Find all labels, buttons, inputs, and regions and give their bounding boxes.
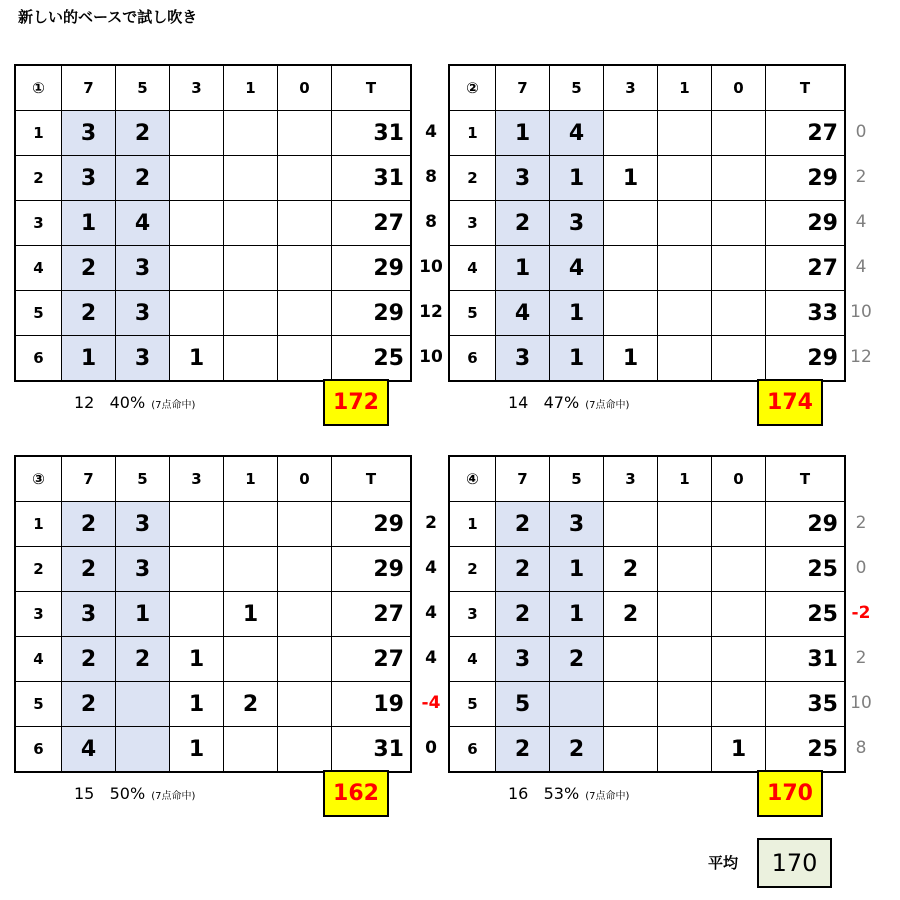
sum-total: 174 [757, 379, 823, 426]
score-cell [278, 201, 332, 246]
score-cell [224, 502, 278, 547]
diff-value: 0 [855, 558, 867, 578]
table-row [449, 502, 845, 547]
score-cell [604, 682, 658, 727]
total-cell: 35 [766, 682, 846, 727]
total-cell: 31 [766, 637, 846, 682]
row-number: 4 [449, 637, 496, 682]
table-row [449, 111, 845, 156]
row-number: 6 [449, 727, 496, 773]
row-number: 1 [449, 502, 496, 547]
header-row [15, 456, 411, 502]
score-cell [604, 291, 658, 336]
score-cell: 2 [604, 547, 658, 592]
score-cell [170, 111, 224, 156]
column-header: 1 [224, 65, 278, 111]
score-cell [658, 637, 712, 682]
row-number: 4 [15, 246, 62, 291]
table-row [15, 246, 411, 291]
panel-label: ④ [449, 456, 496, 502]
score-cell [712, 201, 766, 246]
score-cell: 3 [116, 502, 170, 547]
score-cell [278, 637, 332, 682]
hit-stats [74, 784, 195, 803]
diff-value: 2 [855, 167, 867, 187]
column-header: 5 [116, 65, 170, 111]
score-cell: 1 [170, 727, 224, 773]
score-cell [604, 637, 658, 682]
row-number: 2 [15, 156, 62, 201]
total-cell: 29 [332, 547, 412, 592]
score-cell: 3 [550, 201, 604, 246]
score-cell: 3 [116, 246, 170, 291]
score-table [14, 64, 412, 382]
table-row [15, 336, 411, 382]
score-cell: 2 [550, 727, 604, 773]
score-cell [170, 592, 224, 637]
total-cell: 31 [332, 727, 412, 773]
diff-value: 4 [425, 558, 437, 578]
total-cell: 29 [766, 156, 846, 201]
score-cell: 1 [550, 156, 604, 201]
diff-value: 0 [855, 122, 867, 142]
score-cell [604, 246, 658, 291]
row-number: 3 [449, 201, 496, 246]
average-value: 170 [757, 838, 832, 888]
page-title: 新しい的ベースで試し吹き [18, 8, 198, 26]
header-row [15, 65, 411, 111]
score-cell [170, 547, 224, 592]
total-cell: 25 [766, 727, 846, 773]
score-cell: 1 [496, 111, 550, 156]
hit-percent: 50% [109, 784, 146, 803]
score-cell: 2 [62, 502, 116, 547]
column-header: 5 [116, 456, 170, 502]
column-header: 3 [170, 65, 224, 111]
score-cell: 2 [550, 637, 604, 682]
diff-value: 12 [850, 347, 872, 367]
score-cell: 2 [496, 201, 550, 246]
score-cell: 1 [170, 637, 224, 682]
diff-value: 8 [425, 212, 437, 232]
score-cell [658, 246, 712, 291]
score-cell: 5 [496, 682, 550, 727]
score-cell [116, 727, 170, 773]
table-row [15, 637, 411, 682]
score-cell: 3 [496, 156, 550, 201]
row-number: 2 [449, 547, 496, 592]
total-cell: 31 [332, 111, 412, 156]
row-number: 6 [15, 727, 62, 773]
score-cell [658, 727, 712, 773]
column-header: 0 [712, 456, 766, 502]
hit-note: (7点命中) [585, 791, 630, 802]
score-cell: 2 [116, 111, 170, 156]
score-cell: 2 [604, 592, 658, 637]
score-cell [658, 111, 712, 156]
total-cell: 29 [766, 502, 846, 547]
score-cell [278, 246, 332, 291]
score-cell: 3 [496, 336, 550, 382]
column-header: T [766, 456, 846, 502]
score-cell [224, 291, 278, 336]
column-header: 7 [62, 65, 116, 111]
header-row [449, 65, 845, 111]
table-row [449, 682, 845, 727]
row-number: 6 [15, 336, 62, 382]
score-cell [170, 156, 224, 201]
score-cell [224, 547, 278, 592]
total-cell: 27 [332, 201, 412, 246]
score-cell [712, 336, 766, 382]
score-table [448, 64, 846, 382]
row-number: 3 [449, 592, 496, 637]
column-header: T [766, 65, 846, 111]
total-cell: 29 [332, 502, 412, 547]
score-cell [116, 682, 170, 727]
score-cell [604, 111, 658, 156]
score-cell [604, 201, 658, 246]
row-number: 5 [15, 682, 62, 727]
score-cell [278, 336, 332, 382]
score-cell: 3 [62, 592, 116, 637]
score-cell: 2 [62, 291, 116, 336]
header-row [449, 456, 845, 502]
diff-value: 2 [425, 513, 437, 533]
score-cell: 1 [550, 291, 604, 336]
row-number: 2 [15, 547, 62, 592]
score-cell [712, 291, 766, 336]
score-cell [170, 246, 224, 291]
table-row [15, 156, 411, 201]
hit-count: 16 [508, 784, 529, 803]
score-cell [658, 682, 712, 727]
score-cell: 1 [62, 336, 116, 382]
table-row [15, 201, 411, 246]
diff-value: 10 [850, 302, 872, 322]
score-cell [550, 682, 604, 727]
column-header: 1 [658, 65, 712, 111]
total-cell: 19 [332, 682, 412, 727]
total-cell: 33 [766, 291, 846, 336]
score-cell: 2 [62, 682, 116, 727]
row-number: 4 [15, 637, 62, 682]
table-row [449, 201, 845, 246]
diff-value: 4 [425, 603, 437, 623]
table-row [15, 727, 411, 773]
hit-percent: 47% [543, 393, 580, 412]
score-cell: 3 [496, 637, 550, 682]
diff-value: 4 [855, 257, 867, 277]
diff-value: 8 [855, 738, 867, 758]
score-cell [712, 592, 766, 637]
score-cell: 1 [712, 727, 766, 773]
score-cell: 3 [116, 547, 170, 592]
diff-value: -4 [421, 693, 441, 713]
row-number: 3 [15, 201, 62, 246]
score-cell: 1 [116, 592, 170, 637]
column-header: 3 [604, 456, 658, 502]
score-table [448, 455, 846, 773]
hit-stats [508, 393, 629, 412]
row-number: 5 [15, 291, 62, 336]
table-row [15, 592, 411, 637]
table-row [449, 291, 845, 336]
score-cell: 1 [604, 336, 658, 382]
score-cell: 4 [550, 111, 604, 156]
sum-total: 170 [757, 770, 823, 817]
total-cell: 27 [766, 246, 846, 291]
score-cell [658, 156, 712, 201]
total-cell: 25 [332, 336, 412, 382]
score-cell: 1 [224, 592, 278, 637]
column-header: 0 [278, 65, 332, 111]
score-cell [170, 201, 224, 246]
diff-value: 10 [419, 257, 443, 277]
hit-note: (7点命中) [151, 400, 196, 411]
score-cell [712, 547, 766, 592]
score-cell: 1 [604, 156, 658, 201]
hit-count: 15 [74, 784, 95, 803]
score-cell [224, 201, 278, 246]
average-label: 平均 [708, 854, 739, 872]
row-number: 3 [15, 592, 62, 637]
row-number: 1 [15, 502, 62, 547]
total-cell: 25 [766, 592, 846, 637]
score-cell: 2 [116, 156, 170, 201]
column-header: 0 [278, 456, 332, 502]
score-cell [604, 727, 658, 773]
score-cell: 2 [62, 246, 116, 291]
score-panel-1 [14, 64, 412, 382]
total-cell: 29 [332, 246, 412, 291]
total-cell: 31 [332, 156, 412, 201]
score-panel-2 [448, 64, 846, 382]
score-cell [658, 502, 712, 547]
score-cell: 3 [62, 156, 116, 201]
score-cell [604, 502, 658, 547]
row-number: 4 [449, 246, 496, 291]
hit-percent: 40% [109, 393, 146, 412]
table-row [15, 111, 411, 156]
score-cell [658, 336, 712, 382]
row-number: 5 [449, 291, 496, 336]
score-panel-4 [448, 455, 846, 773]
total-cell: 27 [332, 637, 412, 682]
score-cell: 3 [62, 111, 116, 156]
table-row [449, 336, 845, 382]
column-header: 7 [496, 65, 550, 111]
score-cell: 1 [170, 682, 224, 727]
score-cell: 3 [550, 502, 604, 547]
score-cell [278, 502, 332, 547]
score-cell [224, 111, 278, 156]
sum-total: 172 [323, 379, 389, 426]
column-header: T [332, 65, 412, 111]
score-cell: 2 [496, 592, 550, 637]
hit-percent: 53% [543, 784, 580, 803]
diff-value: 8 [425, 167, 437, 187]
score-cell [658, 547, 712, 592]
column-header: T [332, 456, 412, 502]
table-row [15, 682, 411, 727]
score-cell [224, 637, 278, 682]
score-cell [278, 682, 332, 727]
column-header: 1 [224, 456, 278, 502]
diff-value: 2 [855, 648, 867, 668]
score-table [14, 455, 412, 773]
diff-value: 12 [419, 302, 443, 322]
table-row [449, 246, 845, 291]
diff-value: 2 [855, 513, 867, 533]
table-row [449, 727, 845, 773]
diff-value: 4 [855, 212, 867, 232]
table-row [15, 291, 411, 336]
score-cell [712, 637, 766, 682]
score-cell: 2 [62, 547, 116, 592]
table-row [15, 547, 411, 592]
score-cell: 2 [116, 637, 170, 682]
score-cell [712, 156, 766, 201]
score-cell: 4 [116, 201, 170, 246]
score-cell: 4 [496, 291, 550, 336]
hit-count: 12 [74, 393, 95, 412]
diff-value: -2 [851, 603, 871, 623]
score-cell [278, 111, 332, 156]
score-cell [658, 201, 712, 246]
score-cell: 1 [550, 547, 604, 592]
score-cell: 2 [496, 727, 550, 773]
hit-note: (7点命中) [585, 400, 630, 411]
total-cell: 29 [766, 336, 846, 382]
row-number: 5 [449, 682, 496, 727]
score-cell: 2 [496, 502, 550, 547]
score-cell [712, 502, 766, 547]
table-row [449, 592, 845, 637]
score-cell [224, 336, 278, 382]
score-cell [224, 727, 278, 773]
row-number: 6 [449, 336, 496, 382]
hit-note: (7点命中) [151, 791, 196, 802]
column-header: 7 [496, 456, 550, 502]
row-number: 1 [15, 111, 62, 156]
table-row [15, 502, 411, 547]
column-header: 7 [62, 456, 116, 502]
total-cell: 25 [766, 547, 846, 592]
score-cell: 2 [496, 547, 550, 592]
score-cell [224, 156, 278, 201]
score-cell: 1 [550, 336, 604, 382]
score-cell [278, 291, 332, 336]
score-cell: 4 [550, 246, 604, 291]
score-cell: 4 [62, 727, 116, 773]
total-cell: 29 [766, 201, 846, 246]
diff-value: 4 [425, 648, 437, 668]
hit-count: 14 [508, 393, 529, 412]
score-cell [712, 246, 766, 291]
panel-label: ③ [15, 456, 62, 502]
score-cell [712, 111, 766, 156]
score-cell [278, 727, 332, 773]
score-cell: 1 [62, 201, 116, 246]
score-cell [170, 502, 224, 547]
table-row [449, 637, 845, 682]
column-header: 1 [658, 456, 712, 502]
score-cell [278, 156, 332, 201]
diff-value: 10 [850, 693, 872, 713]
score-cell [224, 246, 278, 291]
panel-label: ② [449, 65, 496, 111]
score-cell [170, 291, 224, 336]
row-number: 2 [449, 156, 496, 201]
score-panel-3 [14, 455, 412, 773]
table-row [449, 547, 845, 592]
score-cell [658, 592, 712, 637]
diff-value: 0 [425, 738, 437, 758]
total-cell: 27 [332, 592, 412, 637]
score-cell: 2 [224, 682, 278, 727]
column-header: 3 [604, 65, 658, 111]
diff-value: 4 [425, 122, 437, 142]
score-cell: 3 [116, 291, 170, 336]
row-number: 1 [449, 111, 496, 156]
column-header: 0 [712, 65, 766, 111]
score-cell: 2 [62, 637, 116, 682]
hit-stats [74, 393, 195, 412]
sum-total: 162 [323, 770, 389, 817]
score-cell: 3 [116, 336, 170, 382]
panel-label: ① [15, 65, 62, 111]
hit-stats [508, 784, 629, 803]
table-row [449, 156, 845, 201]
total-cell: 29 [332, 291, 412, 336]
total-cell: 27 [766, 111, 846, 156]
column-header: 3 [170, 456, 224, 502]
column-header: 5 [550, 65, 604, 111]
score-cell: 1 [550, 592, 604, 637]
score-cell [278, 547, 332, 592]
score-cell: 1 [170, 336, 224, 382]
column-header: 5 [550, 456, 604, 502]
score-cell [712, 682, 766, 727]
score-cell [278, 592, 332, 637]
score-cell: 1 [496, 246, 550, 291]
diff-value: 10 [419, 347, 443, 367]
score-cell [658, 291, 712, 336]
